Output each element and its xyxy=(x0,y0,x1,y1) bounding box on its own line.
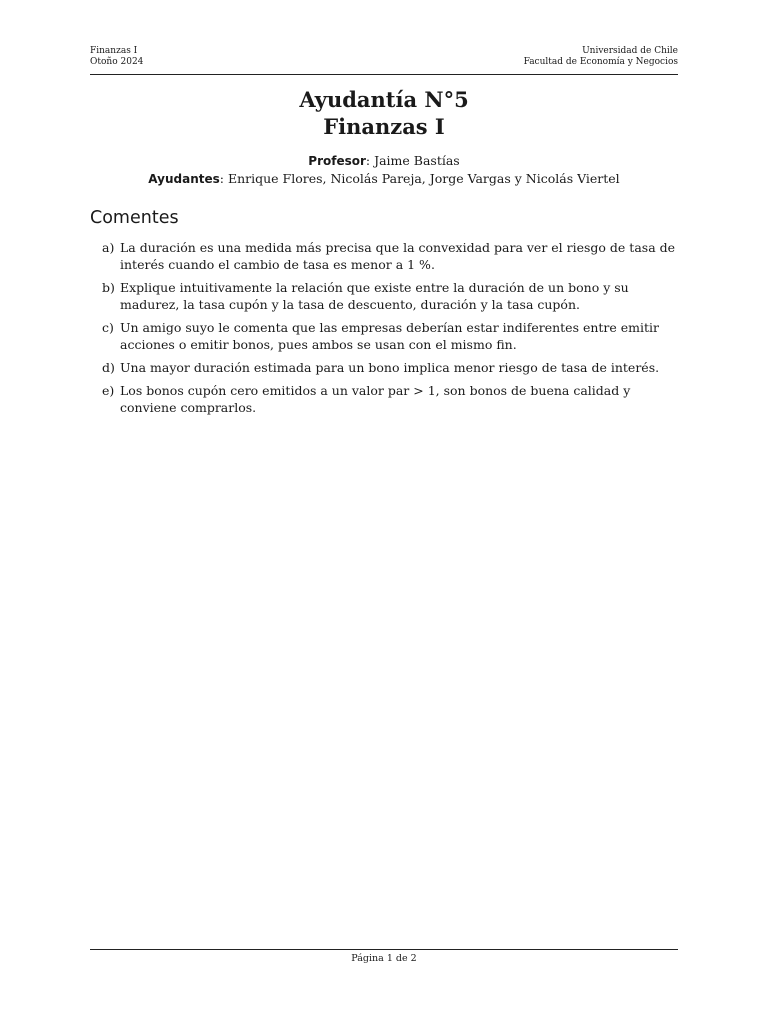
section-title: Comentes xyxy=(90,208,179,228)
list-item xyxy=(90,319,678,353)
header-institution-info xyxy=(524,46,678,68)
document-subtitle: Finanzas I xyxy=(323,114,445,139)
header-course-name: Finanzas I xyxy=(90,46,138,56)
list-item xyxy=(90,279,678,313)
page-footer xyxy=(90,949,678,966)
list-item-text: Los bonos cupón cero emitidos a un valor par > 1, son bonos de buena calidad y conviene comprarlos. xyxy=(120,383,631,415)
professor-name: : Jaime Bastías xyxy=(365,153,460,168)
list-item-text: Un amigo suyo le comenta que las empresas deberían estar indiferentes entre emitir acciones o emitir bonos, pues ambos se usan con el mismo fin. xyxy=(120,320,660,352)
list-item-marker: d) xyxy=(102,360,115,375)
list-item-text: La duración es una medida más precisa que la convexidad para ver el riesgo de tasa de interés cuando el cambio de tasa es menor a 1 %. xyxy=(120,240,676,272)
assistants-line xyxy=(90,170,678,188)
question-list xyxy=(90,239,678,422)
list-item xyxy=(90,239,678,273)
header-faculty: Facultad de Economía y Negocios xyxy=(523,57,678,67)
assistants-label: Ayudantes xyxy=(148,172,220,186)
document-title: Ayudantía N°5 xyxy=(299,87,469,112)
list-item-text: Explique intuitivamente la relación que existe entre la duración de un bono y su madurez, la tasa cupón y la tasa de descuento, duración y la tasa cupón. xyxy=(120,280,629,312)
professor-label: Profesor xyxy=(308,154,366,168)
header-term: Otoño 2024 xyxy=(90,57,144,67)
list-item xyxy=(90,382,678,416)
list-item-marker: e) xyxy=(102,383,115,398)
list-item-marker: c) xyxy=(102,320,114,335)
page-header xyxy=(90,46,678,75)
list-item xyxy=(90,359,678,376)
header-university: Universidad de Chile xyxy=(582,46,678,56)
list-item-text: Una mayor duración estimada para un bono implica menor riesgo de tasa de interés. xyxy=(120,360,660,375)
staff-info xyxy=(90,152,678,188)
header-course-info xyxy=(90,46,143,68)
list-item-marker: b) xyxy=(102,280,115,295)
title-block xyxy=(90,86,678,188)
page-number: Página 1 de 2 xyxy=(351,953,417,964)
assistants-names: : Enrique Flores, Nicolás Pareja, Jorge Vargas y Nicolás Viertel xyxy=(219,171,620,186)
professor-line xyxy=(90,152,678,170)
list-item-marker: a) xyxy=(102,240,115,255)
